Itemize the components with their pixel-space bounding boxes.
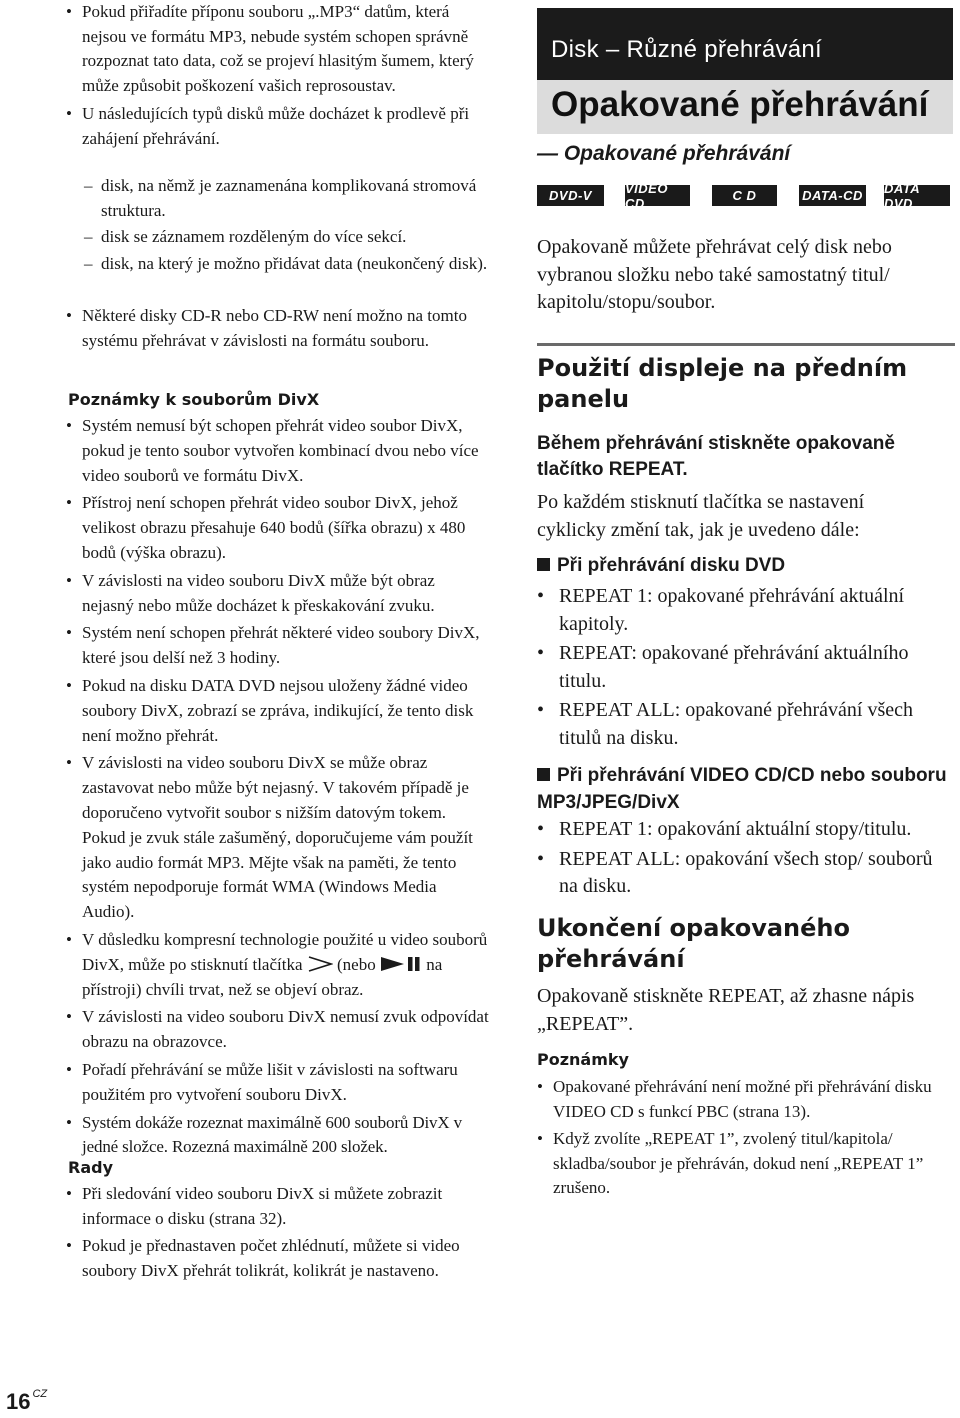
notes-heading: Poznámky [537, 1050, 629, 1069]
list-item: • Systém není schopen přehrát některé video soubory DivX, které jsou delší než 3 hodiny. [66, 621, 490, 671]
dvd-heading-text: Při přehrávání disku DVD [557, 555, 786, 576]
cdr-bullet-list [66, 304, 490, 353]
header-category: Disk – Různé přehrávání [537, 8, 953, 80]
dvd-list [537, 583, 955, 752]
tips-list [66, 1182, 490, 1283]
list-item: • Pokud na disku DATA DVD nejsou uloženy žádné video soubory DivX, zobrazí se zpráva, indikující, že tento disk není možno přehrát. [66, 674, 490, 748]
badge-video-cd: VIDEO CD [625, 185, 690, 206]
badge-data-dvd: DATA DVD [884, 185, 950, 206]
list-item: • REPEAT 1: opakované přehrávání aktuální kapitoly. [537, 583, 955, 638]
intro-paragraph: Opakovaně můžete přehrávat celý disk nebo vybranou složku nebo také samostatný titul/ kapitolu/stopu/soubor. [537, 236, 892, 313]
vcd-heading-text: Při přehrávání VIDEO CD/CD nebo souboru MP3/JPEG/DivX [537, 765, 947, 813]
vcd-heading [537, 763, 947, 817]
compress-text-c: na přístroji) chvíli trvat, než se objeví obraz. [82, 954, 443, 999]
notes-list [537, 1075, 955, 1201]
list-item: • Pokud je přednastaven počet zhlédnutí, můžete si video soubory DivX přehrát tolikrát, kolikrát je nastaveno. [66, 1234, 490, 1283]
dash-list [66, 174, 490, 276]
play-pause-icon [380, 956, 422, 972]
list-item [66, 928, 490, 1002]
list-item: – disk, na němž je zaznamenána komplikovaná stromová struktura. [66, 174, 490, 223]
page-subtitle: — Opakované přehrávání [537, 142, 791, 165]
page-locale: CZ [32, 1388, 48, 1400]
list-item: • Přístroj není schopen přehrát video soubor DivX, jehož velikost obrazu přesahuje 640 bodů (šířka obrazu) x 480 bodů (výška obrazu). [66, 491, 490, 565]
section-divider [537, 343, 955, 346]
page-title: Opakované přehrávání [537, 80, 953, 134]
list-item: – disk, na který je možno přidávat data (neukončený disk). [66, 252, 490, 277]
list-item: • Při sledování video souboru DivX si můžete zobrazit informace o disku (strana 32). [66, 1182, 490, 1231]
intro-bullet-list [66, 0, 490, 151]
list-item: • Systém nemusí být schopen přehrát video soubor DivX, pokud je tento soubor vytvořen kombinací dvou nebo více video souborů ve formátu DivX. [66, 414, 490, 488]
list-item: • Některé disky CD-R nebo CD-RW není možno na tomto systému přehrávat v závislosti na formátu souboru. [66, 304, 490, 353]
list-item: • V závislosti na video souboru DivX se může obraz zastavovat nebo může být nejasný. V takovém případě je doporučeno vytvořit soubor s nižším datovým tokem. Pokud je zvuk stále zašuměný, doporučujeme vám použít jako audio formát MP3. Mějte však na paměti, že tento systém nepodporuje formát WMA (Windows Media Audio). [66, 751, 490, 925]
list-item: • V závislosti na video souboru DivX může být obraz nejasný nebo může docházet k přeskakování zvuku. [66, 569, 490, 619]
dvd-heading [537, 555, 785, 577]
square-bullet-icon [537, 768, 550, 781]
instruction-step: Během přehrávání stiskněte opakovaně tlačítko REPEAT. [537, 433, 895, 480]
list-item: • REPEAT ALL: opakování všech stop/ souborů na disku. [537, 846, 955, 901]
badge-cd: C D [712, 185, 777, 206]
divx-notes-heading: Poznámky k souborům DivX [68, 390, 320, 409]
divx-notes-list [66, 414, 490, 1160]
end-repeat-body: Opakovaně stiskněte REPEAT, až zhasne nápis „REPEAT”. [537, 985, 915, 1035]
list-item: • Systém dokáže rozeznat maximálně 600 souborů DivX v jedné složce. Rozezná maximálně 200 složek. [66, 1111, 490, 1161]
list-item: • REPEAT ALL: opakované přehrávání všech titulů na disku. [537, 697, 955, 752]
list-item: – disk se záznamem rozděleným do více sekcí. [66, 225, 490, 250]
list-item: • REPEAT: opakované přehrávání aktuálního titulu. [537, 640, 955, 695]
instruction-body: Po každém stisknutí tlačítka se nastavení cyklicky změní tak, jak je uvedeno dále: [537, 491, 865, 541]
badge-dvd-v: DVD-V [537, 185, 604, 206]
tips-heading: Rady [68, 1158, 113, 1177]
page-number [6, 1388, 47, 1415]
play-icon [307, 955, 333, 973]
list-item: • Opakované přehrávání není možné při přehrávání disku VIDEO CD s funkcí PBC (strana 13). [537, 1075, 955, 1124]
list-item: • U následujících typů disků může docházet k prodlevě při zahájení přehrávání. [66, 102, 490, 151]
list-item: • V závislosti na video souboru DivX nemusí zvuk odpovídat obrazu na obrazovce. [66, 1005, 490, 1055]
list-item: • Pořadí přehrávání se může lišit v závislosti na softwaru použitém pro vytvoření souboru DivX. [66, 1058, 490, 1108]
section-title-end-repeat: Ukončení opakovaného přehrávání [537, 914, 850, 973]
badge-data-cd: DATA-CD [799, 185, 866, 206]
square-bullet-icon [537, 558, 550, 571]
compress-text-b: (nebo [337, 954, 376, 974]
list-item: • REPEAT 1: opakování aktuální stopy/titulu. [537, 816, 955, 844]
list-item: • Když zvolíte „REPEAT 1”, zvolený titul/kapitola/ skladba/soubor je přehráván, dokud není „REPEAT 1” zrušeno. [537, 1127, 955, 1201]
compress-text-a: V důsledku kompresní technologie použité u video souborů DivX, může po stisknutí tlačítka [82, 929, 488, 974]
vcd-list [537, 816, 955, 901]
list-item: • Pokud přiřadíte příponu souboru „.MP3“ datům, která nejsou ve formátu MP3, nebude systém schopen správně rozpoznat tato data, což se projeví hlasitým šumem, který může způsobit poškození vašich reprosoustav. [66, 0, 490, 98]
section-title-display: Použití displeje na předním panelu [537, 354, 908, 413]
page-number-value: 16 [6, 1389, 31, 1414]
